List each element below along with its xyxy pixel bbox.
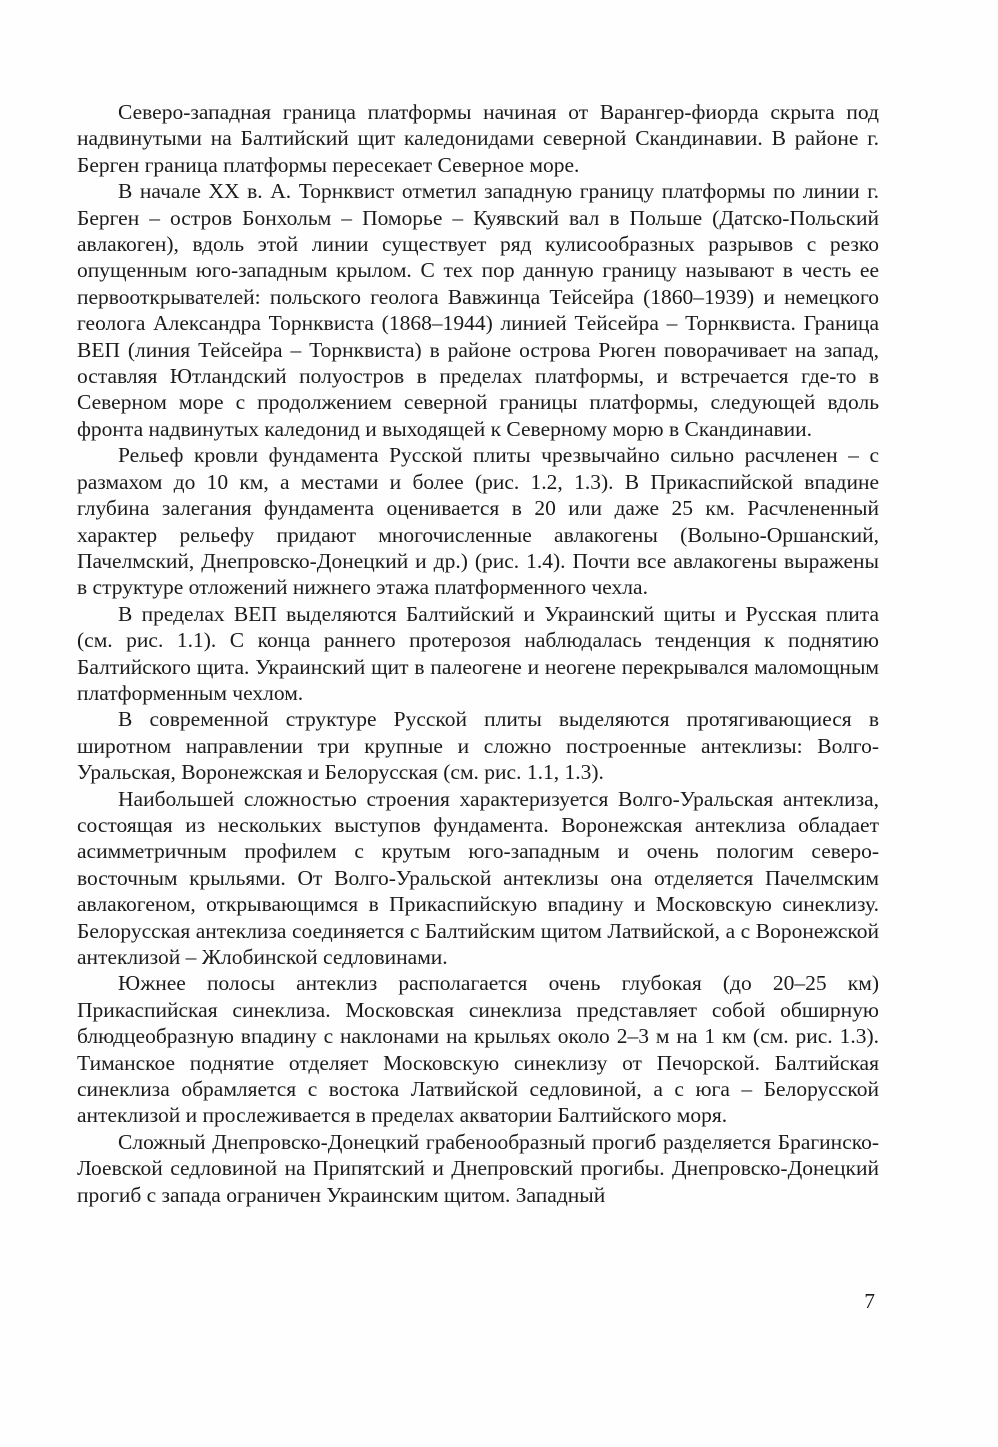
paragraph-dnieper-donets-trough: Сложный Днепровско-Донецкий грабенообразный прогиб разделяется Брагинско-Лоевской седловиной на Припятский и Днепровский прогибы. Днепровско-Донецкий прогиб с запада ограничен Украинским щитом. Западный — [77, 1129, 879, 1207]
paragraph-tornquist-line: В начале XX в. А. Торнквист отметил западную границу платформы по линии г. Берген – остров Бонхольм – Поморье – Куявский вал в Польше (Датско-Польский авлакоген), вдоль этой линии существует ряд кулисообразных разрывов с резко опущенным юго-западным крылом. С тех пор данную границу называют в честь ее первооткрывателей: польского геолога Вавжинца Тейсейра (1860–1939) и немецкого геолога Александра Торнквиста (1868–1944) линией Тейсейра – Торнквиста. Граница ВЕП (линия Тейсейра – Торнквиста) в районе острова Рюген поворачивает на запад, оставляя Ютландский полуостров в пределах платформы, и встречается где-то в Северном море с продолжением северной границы платформы, следующей вдоль фронта надвинутых каледонид и выходящей к Северному морю в Скандинавии. — [77, 179, 879, 441]
body-text — [77, 99, 879, 1208]
paragraph-northwest-boundary: Северо-западная граница платформы начиная от Варангер-фиорда скрыта под надвинутыми на Балтийский щит каледонидами северной Скандинавии. В районе г. Берген граница платформы пересекает Северное море. — [77, 100, 879, 177]
paragraph-anteclises-overview: В современной структуре Русской плиты выделяются протягивающиеся в широтном направлении три крупные и сложно построенные антеклизы: Волго-Уральская, Воронежская и Белорусская (см. рис. 1.1, 1.3). — [77, 707, 879, 785]
paragraph-volga-ural-anteclise: Наибольшей сложностью строения характеризуется Волго-Уральская антеклиза, состоящая из нескольких выступов фундамента. Воронежская антеклиза обладает асимметричным профилем с крутым юго-западным и очень пологим северо-восточным крыльями. От Волго-Уральской антеклизы она отделяется Пачелмским авлакогеном, открывающимся в Прикаспийскую впадину и Московскую синеклизу. Белорусская антеклиза соединяется с Балтийским щитом Латвийской, а с Воронежской антеклизой – Жлобинской седловинами. — [77, 786, 879, 969]
page-number: 7 — [864, 1289, 875, 1313]
paragraph-syneclises: Южнее полосы антеклиз располагается очень глубокая (до 20–25 км) Прикаспийская синеклиза. Московская синеклиза представляет собой обширную блюдцеобразную впадину с наклонами на крыльях около 2–3 м на 1 км (см. рис. 1.3). Тиманское поднятие отделяет Московскую синеклизу от Печорской. Балтийская синеклиза обрамляется с востока Латвийской седловиной, а с юга – Белорусской антеклизой и прослеживается в пределах акватории Балтийского моря. — [77, 971, 879, 1128]
paragraph-basement-relief: Рельеф кровли фундамента Русской плиты чрезвычайно сильно расчленен – с размахом до 10 км, а местами и более (рис. 1.2, 1.3). В Прикаспийской впадине глубина залегания фундамента оценивается в 20 или даже 25 км. Расчлененный характер рельефу придают многочисленные авлакогены (Волыно-Оршанский, Пачелмский, Днепровско-Донецкий и др.) (рис. 1.4). Почти все авлакогены выражены в структуре отложений нижнего этажа платформенного чехла. — [77, 443, 879, 600]
paragraph-shields-and-plate: В пределах ВЕП выделяются Балтийский и Украинский щиты и Русская плита (см. рис. 1.1). С конца раннего протерозоя наблюдалась тенденция к поднятию Балтийского щита. Украинский щит в палеогене и неогене перекрывался маломощным платформенным чехлом. — [77, 601, 879, 705]
